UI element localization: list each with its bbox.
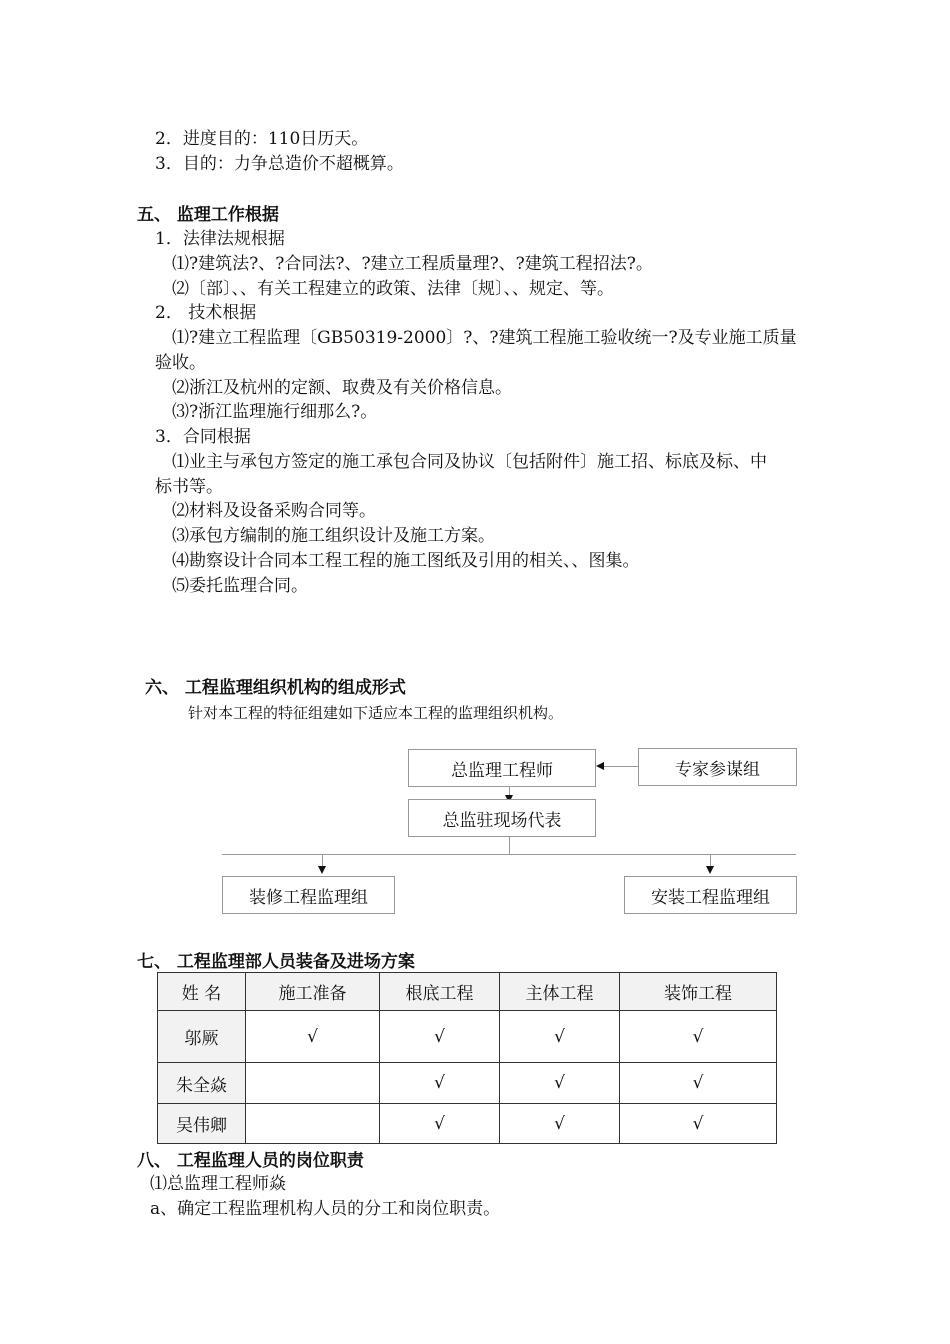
check-cell: √	[620, 1063, 777, 1104]
org-expert-group	[638, 748, 797, 786]
org-chief-label: 总监理工程师	[451, 760, 553, 781]
contract-item: ⑴业主与承包方签定的施工承包合同及协议〔包括附件〕施工招、标底及标、中	[172, 452, 767, 472]
duty-item: ⑴总监理工程师焱	[150, 1174, 286, 1194]
tech-basis-title: 2． 技术根据	[155, 303, 257, 323]
table-row	[158, 1063, 777, 1104]
law-item: ⑵〔部〕、、有关工程建立的政策、法律〔规〕、、规定、等。	[172, 279, 614, 299]
contract-item: ⑸委托监理合同。	[172, 576, 308, 596]
check-cell: √	[620, 1104, 777, 1144]
org-chief-engineer	[408, 749, 596, 787]
section6-heading: 六、 工程监理组织机构的组成形式	[145, 678, 406, 698]
section7-heading: 七、 工程监理部人员装备及进场方案	[137, 952, 415, 972]
target-schedule: 2．进度目的：110日历天。	[155, 129, 369, 149]
tech-item: ⑶?浙江监理施行细那么?。	[172, 402, 378, 422]
arrow-down-icon	[318, 866, 326, 874]
check-cell: √	[380, 1011, 500, 1063]
tech-item-continued: 验收。	[155, 353, 206, 373]
org-connector	[710, 854, 711, 866]
arrow-down-icon	[706, 866, 714, 874]
staff-name: 邬厥	[158, 1011, 246, 1063]
contract-item: ⑷勘察设计合同本工程工程的施工图纸及引用的相关、、图集。	[172, 551, 640, 571]
contract-item: ⑶承包方编制的施工组织设计及施工方案。	[172, 526, 495, 546]
contract-item: ⑵材料及设备采购合同等。	[172, 501, 376, 521]
column-header: 主体工程	[500, 973, 620, 1011]
check-cell	[246, 1104, 380, 1144]
column-header: 根底工程	[380, 973, 500, 1011]
arrow-left-icon	[596, 762, 604, 770]
contract-item-continued: 标书等。	[155, 477, 223, 497]
law-item: ⑴?建筑法?、?合同法?、?建立工程质量理?、?建筑工程招法?。	[172, 254, 653, 274]
check-cell: √	[380, 1104, 500, 1144]
table-row	[158, 1104, 777, 1144]
org-installation-group	[624, 876, 797, 914]
column-header: 装饰工程	[620, 973, 777, 1011]
check-cell: √	[620, 1011, 777, 1063]
org-connector	[322, 854, 323, 866]
target-cost: 3．目的：力争总造价不超概算。	[155, 154, 404, 174]
section6-intro: 针对本工程的特征组建如下适应本工程的监理组织机构。	[188, 704, 564, 722]
duty-subitem: a、确定工程监理机构人员的分工和岗位职责。	[150, 1199, 501, 1219]
check-cell: √	[500, 1104, 620, 1144]
staff-name: 吴伟卿	[158, 1104, 246, 1144]
section5-heading: 五、 监理工作根据	[137, 205, 279, 225]
table-row	[158, 1011, 777, 1063]
check-cell	[246, 1063, 380, 1104]
org-expert-label: 专家参谋组	[675, 759, 760, 780]
org-decoration-label: 装修工程监理组	[249, 887, 368, 908]
column-header: 施工准备	[246, 973, 380, 1011]
org-connector	[509, 836, 510, 854]
section8-heading: 八、 工程监理人员的岗位职责	[137, 1151, 364, 1171]
check-cell: √	[380, 1063, 500, 1104]
tech-item: ⑴?建立工程监理〔GB50319-2000〕?、?建筑工程施工验收统一?及专业施工质量	[172, 328, 797, 348]
column-header: 姓 名	[158, 973, 246, 1011]
org-connector	[604, 766, 638, 767]
check-cell: √	[500, 1011, 620, 1063]
org-installation-label: 安装工程监理组	[651, 887, 770, 908]
law-basis-title: 1．法律法规根据	[155, 229, 285, 249]
tech-item: ⑵浙江及杭州的定额、取费及有关价格信息。	[172, 378, 512, 398]
org-decoration-group	[222, 876, 395, 914]
contract-basis-title: 3．合同根据	[155, 427, 251, 447]
check-cell: √	[500, 1063, 620, 1104]
table-header-row	[158, 973, 777, 1011]
check-cell: √	[246, 1011, 380, 1063]
org-site-representative	[408, 799, 596, 837]
org-deputy-label: 总监驻现场代表	[442, 810, 562, 831]
staff-name: 朱全焱	[158, 1063, 246, 1104]
staff-schedule-table	[157, 972, 777, 1144]
